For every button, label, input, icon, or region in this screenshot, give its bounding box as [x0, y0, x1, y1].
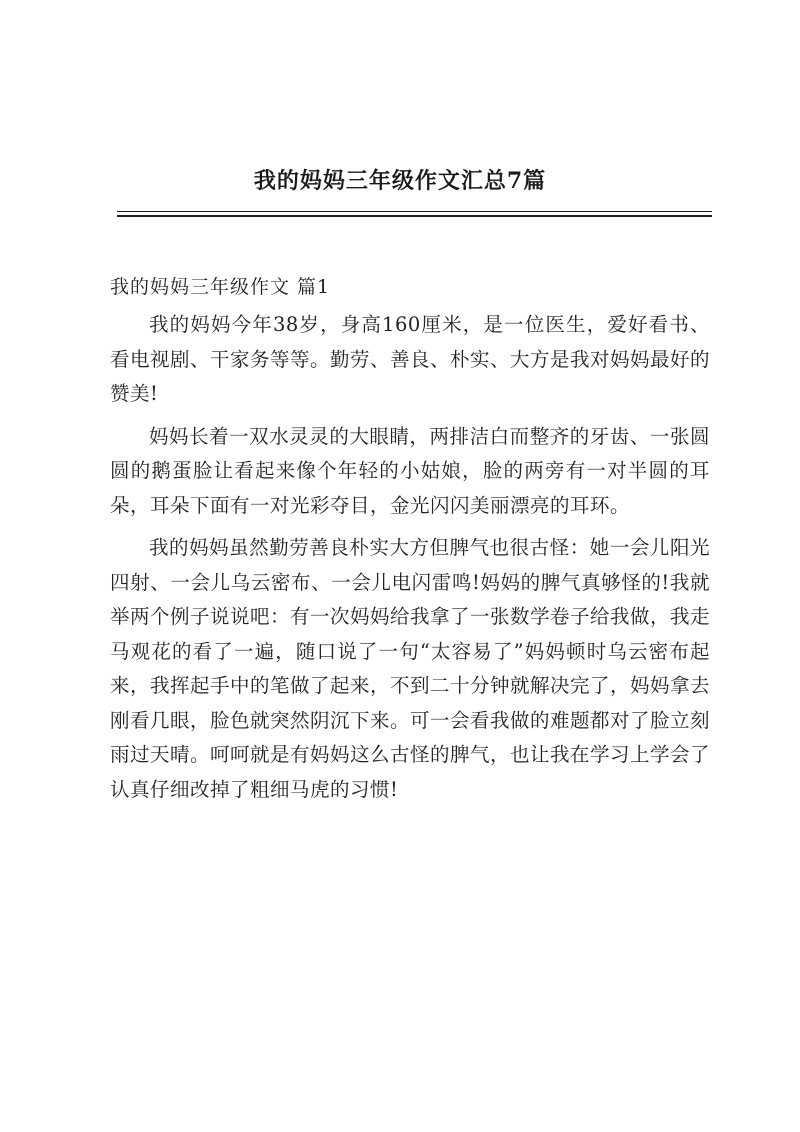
- title-divider-thin: [117, 211, 712, 212]
- paragraph-2: 妈妈长着一双水灵灵的大眼睛，两排洁白而整齐的牙齿、一张圆圆的鹅蛋脸让看起来像个年轻的小姑娘，脸的两旁有一对半圆的耳朵，耳朵下面有一对光彩夺目，金光闪闪美丽漂亮的耳环。: [110, 424, 710, 517]
- paragraph-1: 我的妈妈今年38岁，身高160厘米，是一位医生，爱好看书、看电视剧、干家务等等。勤劳、善良、朴实、大方是我对妈妈最好的赞美!: [110, 313, 711, 405]
- article-body: [110, 308, 710, 815]
- title-divider-thick: [117, 215, 712, 217]
- paragraph-3: 我的妈妈虽然勤劳善良朴实大方但脾气也很古怪：她一会儿阳光四射、一会儿乌云密布、一会儿电闪雷鸣!妈妈的脾气真够怪的!我就举两个例子说说吧：有一次妈妈给我拿了一张数学卷子给我做，我走马观花的看了一遍，随口说了一句“太容易了”妈妈顿时乌云密布起来，我挥起手中的笔做了起来，不到二十分钟就解决完了，妈妈拿去刚看几眼，脸色就突然阴沉下来。可一会看我做的难题都对了脸立刻雨过天晴。呵呵就是有妈妈这么古怪的脾气，也让我在学习上学会了认真仔细改掉了粗细马虎的习惯!: [110, 536, 711, 801]
- document-title: 我的妈妈三年级作文汇总7篇: [253, 168, 547, 194]
- section-heading: 我的妈妈三年级作文 篇1: [110, 276, 331, 298]
